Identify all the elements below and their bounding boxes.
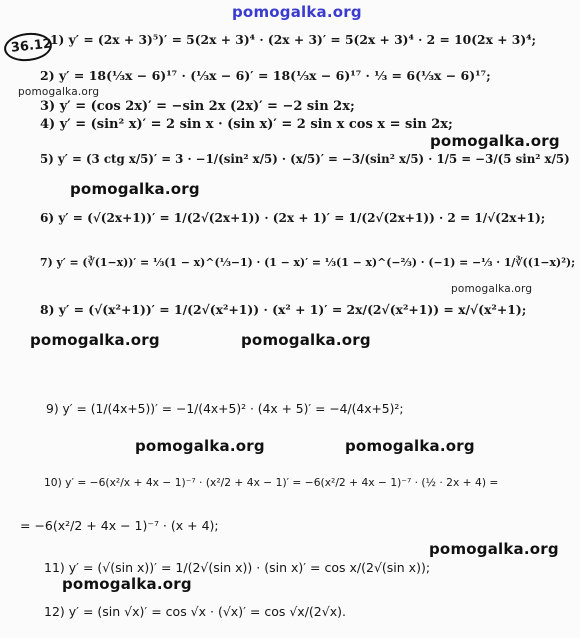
watermark-top: pomogalka.org (232, 3, 362, 21)
watermark: pomogalka.org (70, 180, 200, 198)
solution-line-7: 7) y′ = (∛(1−x))′ = ⅓(1 − x)^(⅓−1) · (1 − x)′ = ⅓(1 − x)^(−⅔) · (−1) = −⅓ · 1/∛((1−x)²); (40, 256, 576, 269)
watermark: pomogalka.org (345, 437, 475, 455)
solution-line-3: 3) y′ = (cos 2x)′ = −sin 2x (2x)′ = −2 sin 2x; (40, 99, 355, 114)
watermark: pomogalka.org (429, 540, 559, 558)
problem-number: 36.12 (10, 36, 53, 56)
watermark: pomogalka.org (241, 331, 371, 349)
solution-line-8: 8) y′ = (√(x²+1))′ = 1/(2√(x²+1)) · (x² + 1)′ = 2x/(2√(x²+1)) = x/√(x²+1); (40, 302, 527, 317)
solution-line-4: 4) y′ = (sin² x)′ = 2 sin x · (sin x)′ = 2 sin x cos x = sin 2x; (40, 117, 453, 132)
solution-line-10: 10) y′ = −6(x²/x + 4x − 1)⁻⁷ · (x²/2 + 4x − 1)′ = −6(x²/2 + 4x − 1)⁻⁷ · (½ · 2x + 4) = (44, 476, 499, 489)
problem-number-badge (3, 31, 54, 64)
watermark-small-2: pomogalka.org (451, 283, 533, 295)
watermark: pomogalka.org (135, 437, 265, 455)
solution-line-6: 6) y′ = (√(2x+1))′ = 1/(2√(2x+1)) · (2x + 1)′ = 1/(2√(2x+1)) · 2 = 1/√(2x+1); (40, 211, 546, 225)
solution-line-5: 5) y′ = (3 ctg x/5)′ = 3 · −1/(sin² x/5) · (x/5)′ = −3/(sin² x/5) · 1/5 = −3/(5 sin² x/5) (40, 152, 570, 166)
watermark: pomogalka.org (30, 331, 160, 349)
solution-line-9: 9) y′ = (1/(4x+5))′ = −1/(4x+5)² · (4x + 5)′ = −4/(4x+5)²; (46, 402, 404, 416)
watermark: pomogalka.org (62, 575, 192, 593)
solution-line-10-continued: = −6(x²/2 + 4x − 1)⁻⁷ · (x + 4); (20, 518, 219, 533)
watermark-small-1: pomogalka.org (18, 86, 100, 98)
solution-line-1: 1) y′ = (2x + 3)⁵)′ = 5(2x + 3)⁴ · (2x + 3)′ = 5(2x + 3)⁴ · 2 = 10(2x + 3)⁴; (50, 32, 537, 47)
solution-line-2: 2) y′ = 18(⅓x − 6)¹⁷ · (⅓x − 6)′ = 18(⅓x − 6)¹⁷ · ⅓ = 6(⅓x − 6)¹⁷; (40, 68, 491, 83)
solution-line-11: 11) y′ = (√(sin x))′ = 1/(2√(sin x)) · (sin x)′ = cos x/(2√(sin x)); (44, 560, 431, 575)
watermark: pomogalka.org (430, 132, 560, 150)
solution-line-12: 12) y′ = (sin √x)′ = cos √x · (√x)′ = cos √x/(2√x). (44, 604, 346, 619)
